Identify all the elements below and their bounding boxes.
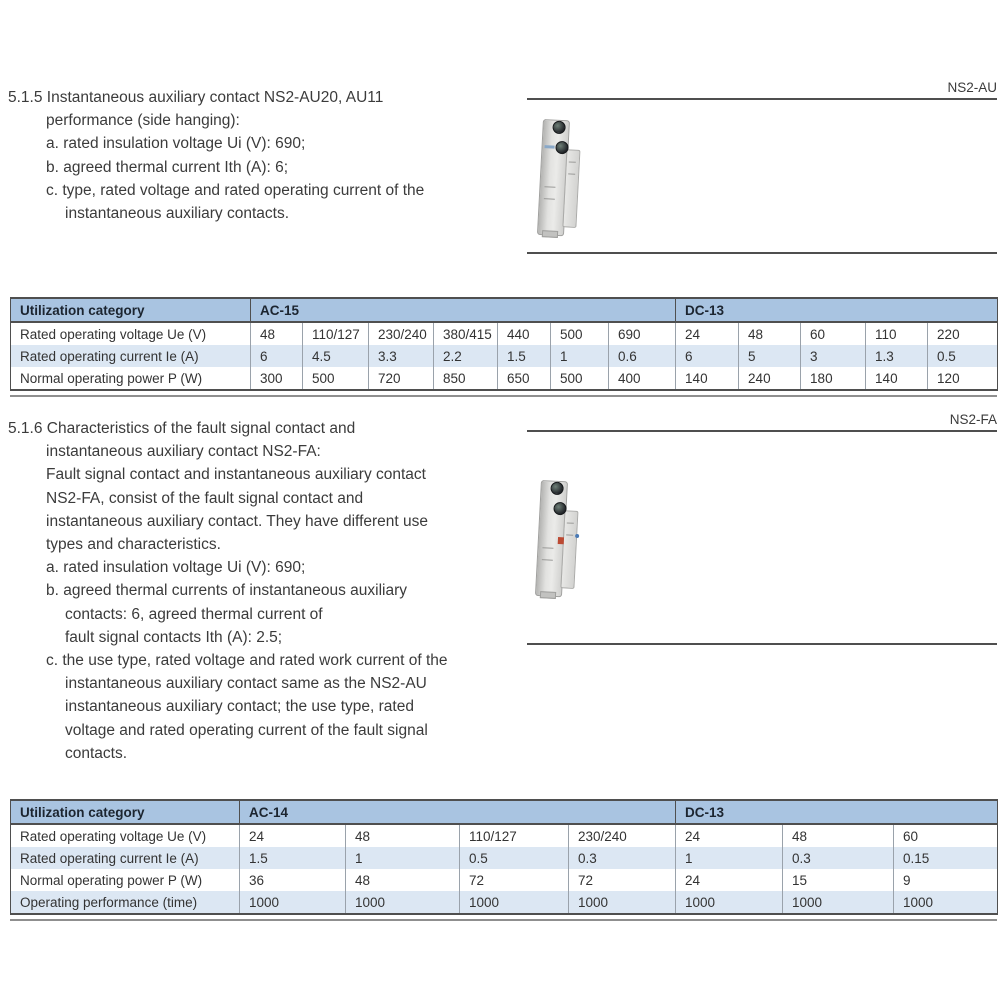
table-header-row	[11, 298, 998, 322]
product-label-ns2-au: NS2-AU	[947, 80, 997, 95]
value-cell: 3	[801, 345, 866, 367]
value-cell: 4.5	[303, 345, 369, 367]
section-5-1-6-text	[8, 417, 448, 765]
value-cell: 0.3	[569, 847, 676, 869]
text-line: a. rated insulation voltage Ui (V): 690;	[46, 135, 306, 153]
row-label-cell: Rated operating current Ie (A)	[11, 345, 251, 367]
value-cell: 650	[498, 367, 551, 390]
value-cell: 120	[928, 367, 998, 390]
value-cell: 48	[346, 824, 460, 847]
value-cell: 110	[866, 322, 928, 345]
value-cell: 72	[460, 869, 569, 891]
divider-hairline	[10, 919, 997, 921]
value-cell: 1000	[346, 891, 460, 914]
row-label-cell: Normal operating power P (W)	[11, 869, 240, 891]
text-line: contacts.	[65, 744, 128, 762]
divider-hairline	[10, 395, 997, 397]
value-cell: 240	[739, 367, 801, 390]
value-cell: 380/415	[434, 322, 498, 345]
value-cell: 15	[783, 869, 894, 891]
category-group-header: AC-15	[251, 298, 676, 322]
value-cell: 140	[676, 367, 739, 390]
value-cell: 6	[676, 345, 739, 367]
module-illustration	[534, 112, 587, 242]
value-cell: 48	[739, 322, 801, 345]
row-label-cell: Operating performance (time)	[11, 891, 240, 914]
category-group-header: DC-13	[676, 800, 998, 824]
value-cell: 0.5	[460, 847, 569, 869]
value-cell: 500	[551, 322, 609, 345]
value-cell: 48	[346, 869, 460, 891]
value-cell: 1000	[783, 891, 894, 914]
table2-container	[10, 799, 998, 921]
value-cell: 0.5	[928, 345, 998, 367]
value-cell: 0.3	[783, 847, 894, 869]
text-line: fault signal contacts Ith (A): 2.5;	[65, 628, 283, 646]
table-row	[11, 847, 998, 869]
value-cell: 500	[551, 367, 609, 390]
ns2-au-ratings-table	[10, 297, 998, 391]
table-corner-header: Utilization category	[11, 298, 251, 322]
category-group-header: DC-13	[676, 298, 998, 322]
value-cell: 720	[369, 367, 434, 390]
table-header-row	[11, 800, 998, 824]
section-5-1-5-text	[8, 86, 424, 225]
text-line: c. the use type, rated voltage and rated work current of the	[46, 652, 448, 670]
text-line: instantaneous auxiliary contacts.	[65, 205, 290, 223]
fault-indicator-mark	[558, 537, 564, 544]
value-cell: 300	[251, 367, 303, 390]
value-cell: 48	[783, 824, 894, 847]
value-cell: 5	[739, 345, 801, 367]
divider-line	[527, 643, 997, 645]
module-label-mark	[544, 145, 554, 149]
value-cell: 9	[894, 869, 998, 891]
value-cell: 24	[240, 824, 346, 847]
value-cell: 0.15	[894, 847, 998, 869]
table-row	[11, 824, 998, 847]
text-line: instantaneous auxiliary contact; the use type, rated	[65, 698, 414, 716]
value-cell: 1000	[460, 891, 569, 914]
row-label-cell: Rated operating voltage Ue (V)	[11, 824, 240, 847]
row-label-cell: Rated operating voltage Ue (V)	[11, 322, 251, 345]
table-row	[11, 322, 998, 345]
value-cell: 500	[303, 367, 369, 390]
text-line: contacts: 6, agreed thermal current of	[65, 605, 323, 623]
ns2-fa-product-image	[535, 474, 581, 602]
category-group-header: AC-14	[240, 800, 676, 824]
module-foot	[542, 230, 558, 238]
value-cell: 24	[676, 322, 739, 345]
module-illustration	[532, 473, 585, 603]
table1-container	[10, 297, 998, 397]
value-cell: 1.5	[498, 345, 551, 367]
value-cell: 1	[551, 345, 609, 367]
value-cell: 230/240	[369, 322, 434, 345]
value-cell: 1.3	[866, 345, 928, 367]
value-cell: 3.3	[369, 345, 434, 367]
value-cell: 0.6	[609, 345, 676, 367]
text-line: Fault signal contact and instantaneous auxiliary contact	[46, 466, 426, 484]
value-cell: 230/240	[569, 824, 676, 847]
row-label-cell: Rated operating current Ie (A)	[11, 847, 240, 869]
table-row	[11, 891, 998, 914]
ns2-au-product-image	[537, 113, 583, 241]
value-cell: 1.5	[240, 847, 346, 869]
value-cell: 1000	[569, 891, 676, 914]
product-label-ns2-fa: NS2-FA	[949, 412, 997, 427]
value-cell: 140	[866, 367, 928, 390]
value-cell: 110/127	[303, 322, 369, 345]
divider-line	[527, 252, 997, 254]
text-line: c. type, rated voltage and rated operating current of the	[46, 181, 425, 199]
text-line: performance (side hanging):	[46, 112, 240, 130]
value-cell: 1	[346, 847, 460, 869]
value-cell: 400	[609, 367, 676, 390]
value-cell: 850	[434, 367, 498, 390]
module-foot	[540, 591, 556, 599]
text-line: a. rated insulation voltage Ui (V): 690;	[46, 559, 306, 577]
value-cell: 1000	[676, 891, 783, 914]
value-cell: 36	[240, 869, 346, 891]
table-row	[11, 345, 998, 367]
value-cell: 6	[251, 345, 303, 367]
table-row	[11, 367, 998, 390]
text-line: voltage and rated operating current of the fault signal	[65, 721, 428, 739]
value-cell: 2.2	[434, 345, 498, 367]
value-cell: 24	[676, 869, 783, 891]
value-cell: 60	[894, 824, 998, 847]
text-line: b. agreed thermal currents of instantaneous auxiliary	[46, 582, 408, 600]
text-line: b. agreed thermal current Ith (A): 6;	[46, 158, 289, 176]
text-line: types and characteristics.	[46, 536, 221, 554]
row-label-cell: Normal operating power P (W)	[11, 367, 251, 390]
value-cell: 48	[251, 322, 303, 345]
value-cell: 72	[569, 869, 676, 891]
text-line: NS2-FA, consist of the fault signal contact and	[46, 489, 364, 507]
test-button-dot	[575, 534, 579, 538]
table-row	[11, 869, 998, 891]
text-line: 5.1.6 Characteristics of the fault signal contact and	[8, 420, 356, 437]
value-cell: 24	[676, 824, 783, 847]
text-line: 5.1.5 Instantaneous auxiliary contact NS2-AU20, AU11	[8, 89, 384, 106]
value-cell: 690	[609, 322, 676, 345]
value-cell: 440	[498, 322, 551, 345]
divider-line	[527, 430, 997, 432]
value-cell: 1	[676, 847, 783, 869]
text-line: instantaneous auxiliary contact same as the NS2-AU	[65, 675, 427, 693]
value-cell: 1000	[240, 891, 346, 914]
value-cell: 60	[801, 322, 866, 345]
ns2-fa-ratings-table	[10, 799, 998, 915]
value-cell: 220	[928, 322, 998, 345]
text-line: instantaneous auxiliary contact. They have different use	[46, 512, 428, 530]
divider-line	[527, 98, 997, 100]
value-cell: 180	[801, 367, 866, 390]
text-line: instantaneous auxiliary contact NS2-FA:	[46, 443, 321, 461]
table-corner-header: Utilization category	[11, 800, 240, 824]
value-cell: 110/127	[460, 824, 569, 847]
value-cell: 1000	[894, 891, 998, 914]
